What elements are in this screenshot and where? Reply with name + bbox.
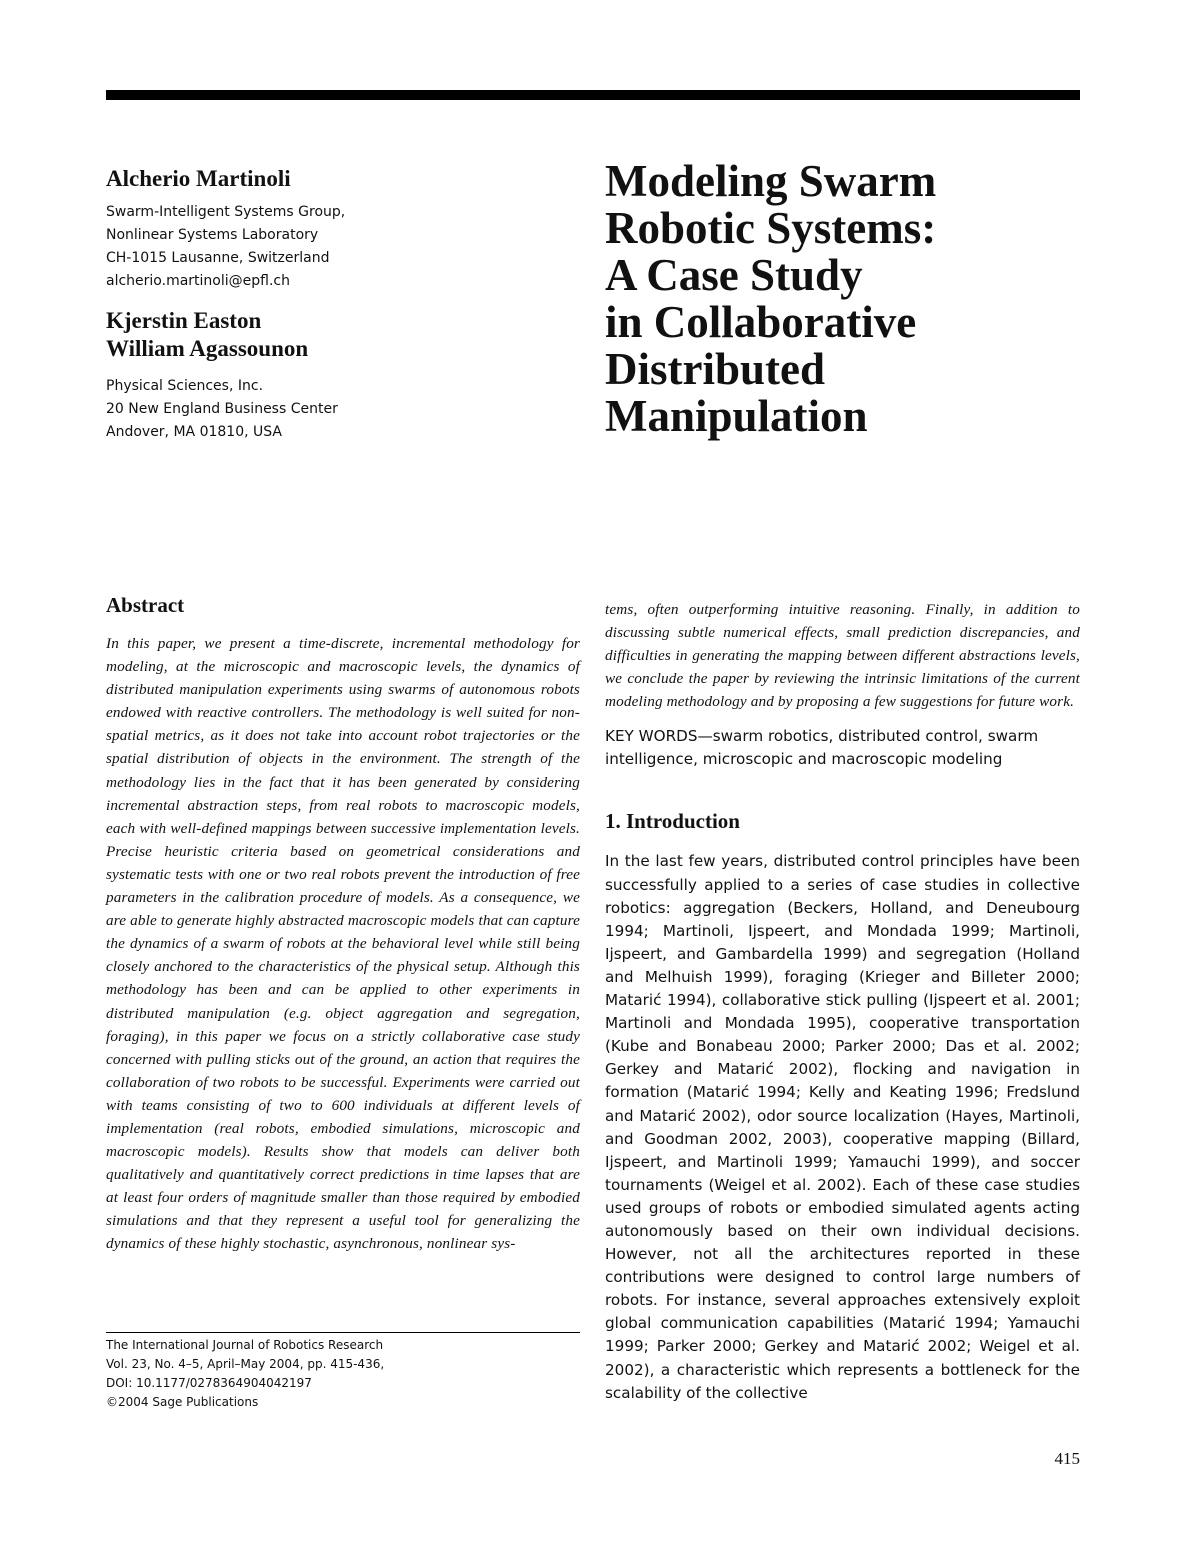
- introduction-body: In the last few years, distributed control principles have been successfully applied to a series of case studies in collective robotics: aggregation (Beckers, Holland, and Deneubourg 1994; Martinoli, Ijspeert, and Mondada 1999; Martinoli, Ijspeert, and Gambardella 1999) and segregation (Holland and Melhuish 1999), foraging (Krieger and Billeter 2000; Matarić 1994), collaborative stick pulling (Ijspeert et al. 2001; Martinoli and Mondada 1995), cooperative transportation (Kube and Bonabeau 2000; Parker 2000; Das et al. 2002; Gerkey and Matarić 2002), flocking and navigation in formation (Matarić 1994; Kelly and Keating 1996; Fredslund and Matarić 2002), odor source localization (Hayes, Martinoli, and Goodman 2002, 2003), cooperative mapping (Billard, Ijspeert, and Martinoli 1999; Yamauchi 1999), and soccer tournaments (Weigel et al. 2002). Each of these case studies used groups of robots or embodied simulated agents acting autonomously based on their own individual decisions. However, not all the architectures reported in these contributions were designed to control large numbers of robots. For instance, several approaches extensively exploit global communication capabilities (Matarić 1994; Yamauchi 1999; Parker 2000; Gerkey and Matarić 2002; Weigel et al. 2002), a characteristic which represents a bottleneck for the scalability of the collective: [605, 852, 1080, 1402]
- affiliation-line: Andover, MA 01810, USA: [106, 424, 282, 440]
- header-rule: [106, 90, 1080, 100]
- paper-title: [605, 158, 1080, 440]
- author-name: Alcherio Martinoli: [106, 166, 291, 191]
- title-line: Manipulation: [605, 391, 868, 441]
- author-email: alcherio.martinoli@epfl.ch: [106, 273, 290, 289]
- right-column: [605, 598, 1080, 1405]
- title-line: in Collaborative: [605, 297, 917, 347]
- author-group-2: [106, 307, 576, 444]
- abstract-continuation: tems, often outperforming intuitive reasoning. Finally, in addition to discussing subtle numerical effects, small prediction discrepancies, and difficulties in generating the mapping between different abstractions levels, we conclude the paper by reviewing the intrinsic limitations of the current modeling methodology and by proposing a few suggestions for future work.: [605, 601, 1080, 711]
- abstract-body: In this paper, we present a time-discrete, incremental methodology for modeling, at the microscopic and macroscopic levels, the dynamics of distributed manipulation experiments using swarms of autonomous robots endowed with reactive controllers. The methodology is well suited for non-spatial metrics, as it does not take into account robot trajectories or the spatial distribution of objects in the environment. The strength of the methodology lies in the fact that it has been generated by considering incremental abstraction steps, from real robots to macroscopic models, each with well-defined mappings between successive implementation levels. Precise heuristic criteria based on geometrical considerations and systematic tests with one or two real robots prevent the introduction of free parameters in the calibration procedure of models. As a consequence, we are able to generate highly abstracted macroscopic models that can capture the dynamics of a swarm of robots at the behavioral level while still being closely anchored to the characteristics of the physical setup. Although this methodology has been and can be applied to other experiments in distributed manipulation (e.g. object aggregation and segregation, foraging), in this paper we focus on a strictly collaborative case study concerned with pulling sticks out of the ground, an action that requires the collaboration of two robots to be successful. Experiments were carried out with teams consisting of two to 600 individuals at different levels of implementation (real robots, embodied simulations, microscopic and macroscopic models). Results show that models can deliver both qualitatively and quantitatively correct predictions in time lapses that are at least four orders of magnitude smaller than those required by embodied simulations and that they represent a useful tool for generalizing the dynamics of these highly stochastic, asynchronous, nonlinear sys-: [106, 635, 580, 1253]
- affiliation-line: Nonlinear Systems Laboratory: [106, 227, 319, 243]
- title-line: A Case Study: [605, 250, 863, 300]
- copyright: ©2004 Sage Publications: [106, 1395, 259, 1409]
- author-block: [106, 165, 576, 452]
- affiliation-line: 20 New England Business Center: [106, 401, 338, 417]
- author-name: Kjerstin Easton: [106, 308, 262, 333]
- title-line: Modeling Swarm: [605, 156, 937, 206]
- journal-name: The International Journal of Robotics Research: [106, 1338, 384, 1352]
- affiliation-line: CH-1015 Lausanne, Switzerland: [106, 250, 330, 266]
- abstract-heading: Abstract: [106, 593, 185, 617]
- author-group-1: [106, 165, 576, 293]
- doi: DOI: 10.1177/0278364904042197: [106, 1376, 312, 1390]
- author-affiliation: [106, 375, 576, 444]
- affiliation-line: Physical Sciences, Inc.: [106, 378, 264, 394]
- introduction-heading: 1. Introduction: [605, 809, 740, 834]
- left-column: [106, 592, 580, 1256]
- author-affiliation: [106, 201, 576, 293]
- journal-volume: Vol. 23, No. 4–5, April–May 2004, pp. 415-436,: [106, 1357, 385, 1371]
- title-line: Robotic Systems:: [605, 203, 937, 253]
- affiliation-line: Swarm-Intelligent Systems Group,: [106, 204, 346, 220]
- publication-footnote: [106, 1332, 580, 1412]
- author-name: William Agassounon: [106, 336, 309, 361]
- title-line: Distributed: [605, 344, 826, 394]
- keywords: KEY WORDS—swarm robotics, distributed control, swarm intelligence, microscopic and macroscopic modeling: [605, 727, 1039, 769]
- page-number: 415: [1054, 1449, 1080, 1468]
